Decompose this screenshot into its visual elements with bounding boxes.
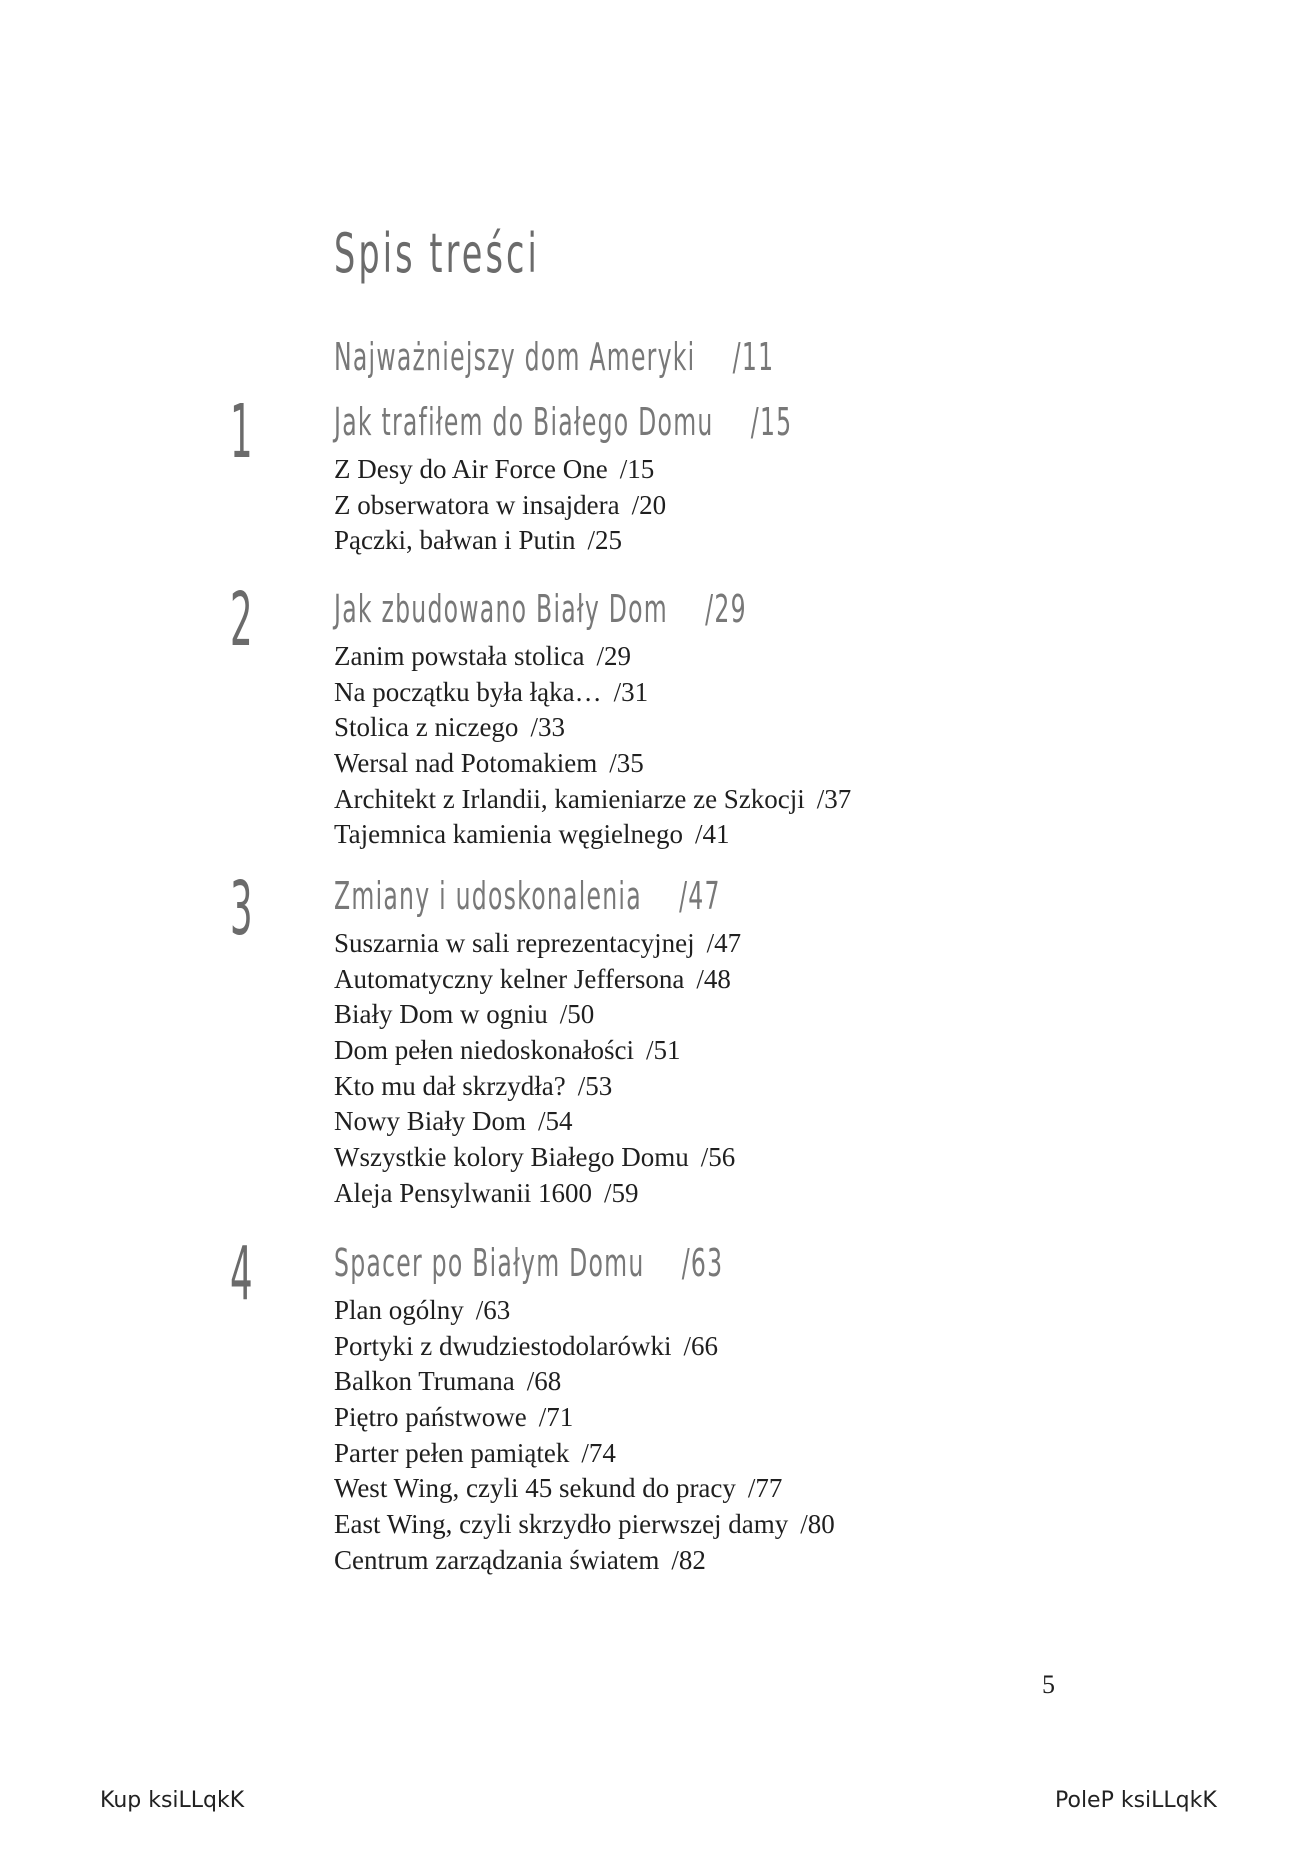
section-page: /20 [631, 489, 667, 520]
toc-title: Spis treści [334, 222, 540, 285]
list-item [334, 1543, 835, 1579]
section-page: /51 [645, 1035, 681, 1066]
chapter-title: Jak zbudowano Biały Dom [334, 587, 668, 631]
section-title: Suszarnia w sali reprezentacyjnej [334, 928, 695, 958]
chapter-3-heading [334, 872, 721, 920]
section-title: Piętro państwowe [334, 1402, 527, 1433]
section-title: Kto mu dał skrzydła? [334, 1070, 566, 1101]
section-page: /48 [696, 963, 731, 994]
section-title: Wszystkie kolory Białego Domu [334, 1142, 689, 1173]
section-title: Na początku była łąka… [334, 676, 602, 707]
section-page: /77 [747, 1473, 783, 1504]
section-page: /82 [671, 1544, 706, 1575]
list-item [334, 782, 851, 818]
chapter-2-number: 2 [230, 577, 253, 663]
section-title: Centrum zarządzania światem [334, 1544, 660, 1575]
intro-page: /11 [732, 335, 775, 379]
list-item [334, 1104, 741, 1140]
chapter-1-heading [334, 398, 792, 446]
section-page: /37 [816, 783, 852, 814]
list-item [334, 639, 851, 675]
section-title: Tajemnica kamienia węgielnego [334, 819, 683, 850]
chapter-2-heading [334, 585, 747, 633]
section-page: /59 [603, 1177, 639, 1208]
list-item [334, 675, 851, 711]
intro-title: Najważniejszy dom Ameryki [334, 335, 696, 379]
list-item [334, 817, 851, 853]
section-title: Aleja Pensylwanii 1600 [334, 1177, 592, 1208]
section-title: Plan ogólny [334, 1295, 464, 1325]
section-page: /80 [800, 1509, 835, 1540]
buy-book-link[interactable]: Kup ksiLLqkK [100, 1788, 245, 1813]
recommend-book-link[interactable]: PoleP ksiLLqkK [1055, 1788, 1217, 1813]
section-title: Nowy Biały Dom [334, 1106, 526, 1137]
list-item [334, 1033, 741, 1069]
section-page: /54 [538, 1106, 573, 1137]
section-title: Zanim powstała stolica [334, 641, 585, 671]
chapter-page: /63 [681, 1241, 724, 1285]
section-title: Architekt z Irlandii, kamieniarze ze Szkocji [334, 783, 805, 814]
list-item [334, 1436, 835, 1472]
section-title: Portyki z dwudziestodolarówki [334, 1330, 672, 1361]
section-title: Dom pełen niedoskonałości [334, 1035, 634, 1066]
section-page: /41 [694, 819, 730, 850]
section-page: /63 [475, 1295, 511, 1325]
intro-heading [334, 333, 774, 381]
chapter-page: /15 [750, 400, 793, 444]
list-item [334, 488, 666, 524]
list-item [334, 1293, 835, 1329]
list-item [334, 1329, 835, 1365]
section-page: /50 [559, 999, 595, 1030]
list-item [334, 1400, 835, 1436]
section-title: Balkon Trumana [334, 1366, 515, 1397]
section-page: /56 [700, 1142, 736, 1173]
chapter-4-heading [334, 1239, 723, 1287]
list-item [334, 710, 851, 746]
section-page: /15 [619, 454, 655, 484]
list-item [334, 523, 666, 559]
chapter-title: Spacer po Białym Domu [334, 1241, 645, 1285]
section-title: Pączki, bałwan i Putin [334, 525, 576, 556]
section-title: East Wing, czyli skrzydło pierwszej damy [334, 1509, 789, 1540]
list-item [334, 1176, 741, 1212]
list-item [334, 926, 741, 962]
section-page: /31 [613, 676, 649, 707]
section-title: Z obserwatora w insajdera [334, 489, 620, 520]
list-item [334, 1069, 741, 1105]
list-item [334, 1471, 835, 1507]
section-title: West Wing, czyli 45 sekund do pracy [334, 1473, 736, 1504]
section-title: Stolica z niczego [334, 712, 519, 743]
list-item [334, 1364, 835, 1400]
section-page: /66 [683, 1330, 718, 1361]
chapter-3-number: 3 [230, 866, 253, 952]
chapter-4-number: 4 [230, 1231, 253, 1317]
chapter-2-sections [334, 639, 851, 853]
section-page: /35 [609, 748, 644, 779]
section-page: /33 [530, 712, 565, 743]
section-title: Parter pełen pamiątek [334, 1437, 570, 1468]
chapter-1-sections [334, 452, 666, 559]
chapter-1-number: 1 [230, 389, 253, 475]
list-item [334, 452, 666, 488]
section-title: Automatyczny kelner Jeffersona [334, 963, 685, 994]
section-title: Wersal nad Potomakiem [334, 748, 598, 779]
chapter-4-sections [334, 1293, 835, 1579]
chapter-title: Jak trafiłem do Białego Domu [334, 400, 714, 444]
page-number: 5 [1042, 1670, 1055, 1699]
section-page: /53 [577, 1070, 613, 1101]
chapter-page: /29 [705, 587, 747, 631]
section-page: /74 [581, 1437, 616, 1468]
chapter-3-sections [334, 926, 741, 1212]
section-page: /25 [587, 525, 622, 556]
list-item [334, 746, 851, 782]
chapter-title: Zmiany i udoskonalenia [334, 874, 642, 918]
section-page: /68 [526, 1366, 562, 1397]
chapter-page: /47 [679, 874, 721, 918]
list-item [334, 962, 741, 998]
section-title: Z Desy do Air Force One [334, 454, 608, 484]
list-item [334, 1140, 741, 1176]
section-page: /71 [538, 1402, 574, 1433]
section-page: /29 [596, 641, 631, 671]
section-page: /47 [706, 928, 742, 958]
section-title: Biały Dom w ogniu [334, 999, 548, 1030]
list-item [334, 1507, 835, 1543]
list-item [334, 997, 741, 1033]
